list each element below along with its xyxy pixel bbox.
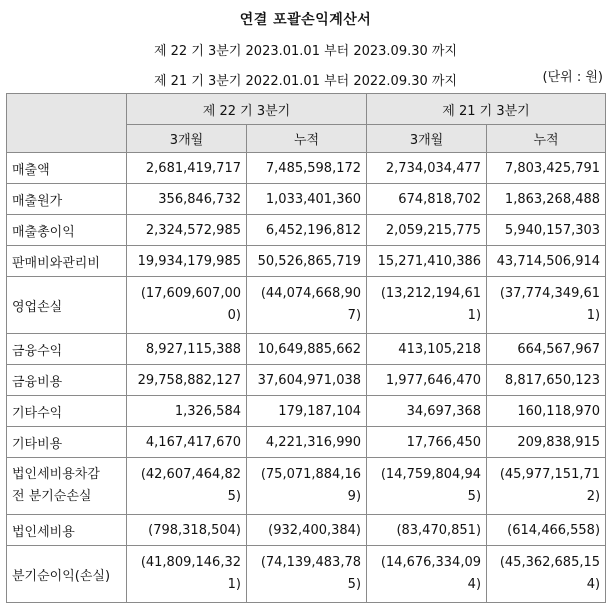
cell-value: (37,774,349,61 1): [487, 277, 606, 334]
table-row: [7, 277, 606, 334]
cell-value: 7,485,598,172: [247, 153, 367, 184]
statement-title: 연결 포괄손익계산서: [239, 12, 372, 28]
header-prior-3months: 3개월: [367, 125, 487, 153]
cell-value: 19,934,179,985: [127, 246, 247, 277]
cell-value: (932,400,384): [247, 515, 367, 546]
table-row: [7, 215, 606, 246]
row-label: 기타비용: [7, 427, 127, 458]
header-corner: [7, 94, 127, 153]
row-label: 매출총이익: [7, 215, 127, 246]
header-current-3months: 3개월: [127, 125, 247, 153]
cell-value: (17,609,607,00 0): [127, 277, 247, 334]
header-current-cumulative: 누적: [247, 125, 367, 153]
header-prior-period: 제 21 기 3분기: [367, 94, 606, 125]
row-label: 금융수익: [7, 334, 127, 365]
unit-label: (단위 : 원): [542, 70, 603, 85]
cell-value: 17,766,450: [367, 427, 487, 458]
cell-value: 50,526,865,719: [247, 246, 367, 277]
table-row: [7, 365, 606, 396]
period-current: 제 22 기 3분기 2023.01.01 부터 2023.09.30 까지: [153, 44, 458, 59]
table-row: [7, 184, 606, 215]
row-label: 판매비와관리비: [7, 246, 127, 277]
cell-value: (41,809,146,32 1): [127, 546, 247, 603]
cell-value: (14,676,334,09 4): [367, 546, 487, 603]
cell-value: 43,714,506,914: [487, 246, 606, 277]
table-row: [7, 515, 606, 546]
row-label: 기타수익: [7, 396, 127, 427]
cell-value: 4,221,316,990: [247, 427, 367, 458]
header-current-period: 제 22 기 3분기: [127, 94, 367, 125]
cell-value: 413,105,218: [367, 334, 487, 365]
cell-value: (14,759,804,94 5): [367, 458, 487, 515]
row-label: 매출액: [7, 153, 127, 184]
table-row: [7, 153, 606, 184]
cell-value: 5,940,157,303: [487, 215, 606, 246]
table-row: [7, 334, 606, 365]
cell-value: 2,734,034,477: [367, 153, 487, 184]
period-prior: 제 21 기 3분기 2022.01.01 부터 2022.09.30 까지: [153, 74, 458, 89]
table-row: [7, 246, 606, 277]
cell-value: 4,167,417,670: [127, 427, 247, 458]
cell-value: 1,033,401,360: [247, 184, 367, 215]
cell-value: 2,324,572,985: [127, 215, 247, 246]
cell-value: 1,977,646,470: [367, 365, 487, 396]
cell-value: 37,604,971,038: [247, 365, 367, 396]
row-label: 법인세비용: [7, 515, 127, 546]
table-row: [7, 396, 606, 427]
cell-value: 1,863,268,488: [487, 184, 606, 215]
cell-value: 209,838,915: [487, 427, 606, 458]
row-label: 매출원가: [7, 184, 127, 215]
cell-value: 1,326,584: [127, 396, 247, 427]
cell-value: (74,139,483,78 5): [247, 546, 367, 603]
row-label: 영업손실: [7, 277, 127, 334]
cell-value: 2,059,215,775: [367, 215, 487, 246]
header-row-periods: [7, 94, 606, 125]
table-row: [7, 427, 606, 458]
cell-value: (45,362,685,15 4): [487, 546, 606, 603]
cell-value: 10,649,885,662: [247, 334, 367, 365]
cell-value: 664,567,967: [487, 334, 606, 365]
cell-value: (798,318,504): [127, 515, 247, 546]
cell-value: (75,071,884,16 9): [247, 458, 367, 515]
income-statement-table: [6, 93, 606, 603]
cell-value: (42,607,464,82 5): [127, 458, 247, 515]
cell-value: 8,927,115,388: [127, 334, 247, 365]
cell-value: (13,212,194,61 1): [367, 277, 487, 334]
cell-value: 179,187,104: [247, 396, 367, 427]
cell-value: (44,074,668,90 7): [247, 277, 367, 334]
cell-value: 15,271,410,386: [367, 246, 487, 277]
row-label: 금융비용: [7, 365, 127, 396]
cell-value: 8,817,650,123: [487, 365, 606, 396]
cell-value: (83,470,851): [367, 515, 487, 546]
cell-value: 2,681,419,717: [127, 153, 247, 184]
row-label: 법인세비용차감 전 분기순손실: [7, 458, 127, 515]
cell-value: 29,758,882,127: [127, 365, 247, 396]
cell-value: 674,818,702: [367, 184, 487, 215]
cell-value: (45,977,151,71 2): [487, 458, 606, 515]
table-row: [7, 546, 606, 603]
cell-value: 6,452,196,812: [247, 215, 367, 246]
cell-value: 160,118,970: [487, 396, 606, 427]
table-row: [7, 458, 606, 515]
cell-value: 7,803,425,791: [487, 153, 606, 184]
cell-value: 356,846,732: [127, 184, 247, 215]
cell-value: 34,697,368: [367, 396, 487, 427]
header-prior-cumulative: 누적: [487, 125, 606, 153]
cell-value: (614,466,558): [487, 515, 606, 546]
row-label: 분기순이익(손실): [7, 546, 127, 603]
